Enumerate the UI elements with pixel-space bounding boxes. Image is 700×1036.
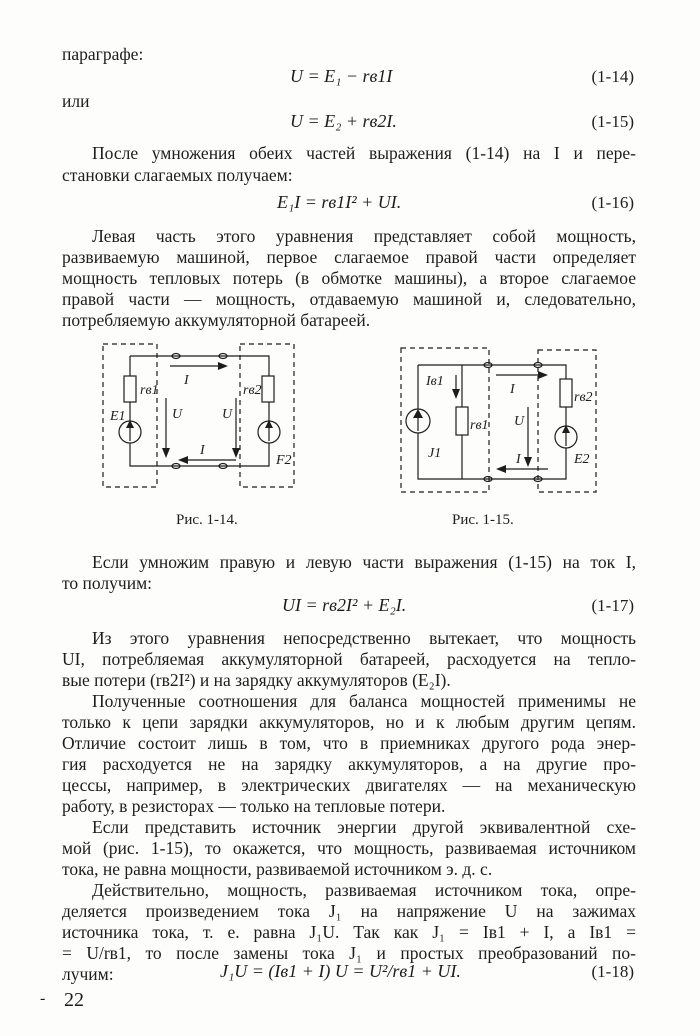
label-rv2: rв2 [574, 390, 593, 405]
text-line: потребляемую аккумуляторной батареей. [62, 310, 371, 330]
label-j1: J1 [428, 446, 442, 461]
text-line: Полученные соотношения для баланса мощностей применимы не [92, 691, 636, 711]
text-line: правой части — мощность, отдаваемую машиной и, следовательно, [62, 289, 636, 309]
text-line: Действительно, мощность, развиваемая источником тока, опре- [92, 880, 636, 900]
circuit-figure-1-15 [398, 345, 602, 505]
text-line: Если представить источник энергии другой эквивалентной схе- [92, 817, 636, 837]
label-rv1: rв1 [140, 383, 159, 398]
circuit-figure-1-14 [100, 340, 300, 496]
text-line: мощность тепловых потерь (в обмотке машины), а второе слагаемое [62, 268, 636, 288]
text-line: Отличие состоит лишь в том, что в приемниках другого рода энер- [62, 733, 636, 753]
text-line: параграфе: [62, 44, 144, 64]
label-u: U [514, 414, 525, 429]
text-line: лучим: [62, 964, 114, 984]
figure-caption-1-14: Рис. 1-14. [176, 512, 238, 528]
text-line: то получим: [62, 573, 153, 593]
page-number: 22 [64, 989, 84, 1011]
text-line: цессы, например, в электрических двигателях — на механическую [62, 775, 636, 795]
label-i-top: I [184, 373, 189, 388]
margin-mark: - [40, 990, 46, 1007]
text-line: После умножения обеих частей выражения (1-14) на I и пере- [92, 143, 636, 163]
text-line: Левая часть этого уравнения представляет собой мощность, [92, 226, 636, 246]
text-line: тока, не равна мощности, развиваемой источником э. д. с. [62, 859, 493, 879]
label-i-top: I [510, 382, 515, 397]
label-rv2: rв2 [243, 383, 262, 398]
equation-number-1-17: (1-17) [591, 596, 634, 615]
equation-number-1-18: (1-18) [591, 962, 634, 981]
label-e1: E1 [110, 409, 126, 424]
text-line: развиваемую машиной, первое слагаемое правой части определяет [62, 247, 636, 267]
equation-1-14: U = E₁ − rв1I [290, 66, 393, 86]
text-line: только к цепи зарядки аккумуляторов, но и к любым другим цепям. [62, 712, 636, 732]
equation-1-18: J₁U = (Iв1 + I) U = U²/rв1 + UI. [220, 961, 461, 981]
figure-caption-1-15: Рис. 1-15. [452, 512, 514, 528]
label-i-bottom: I [516, 452, 521, 467]
label-u-right: U [222, 407, 233, 422]
label-rv1: rв1 [470, 418, 489, 433]
equation-1-17: UI = rв2I² + E₂I. [282, 595, 407, 615]
text-line: мой (рис. 1-15), то окажется, что мощность, развиваемая источником [62, 838, 636, 858]
text-line: Если умножим правую и левую части выражения (1-15) на ток I, [92, 552, 636, 572]
text-line: деляется произведением тока J₁ на напряжение U на зажимах [62, 901, 636, 921]
text-line: становки слагаемых получаем: [62, 165, 293, 185]
equation-number-1-14: (1-14) [591, 67, 634, 86]
text-line: гия расходуется не на зарядку аккумуляторов, а на другие про- [62, 754, 636, 774]
label-iv1: Iв1 [426, 374, 444, 389]
text-line: Из этого уравнения непосредственно вытекает, что мощность [92, 628, 636, 648]
equation-number-1-16: (1-16) [591, 193, 634, 212]
label-e2: E2 [574, 452, 590, 467]
label-i-bottom: I [200, 443, 205, 458]
equation-1-15: U = E₂ + rв2I. [290, 111, 397, 131]
text-line: = U/rв1, то после замены тока J₁ и простых преобразований по- [62, 943, 636, 963]
text-line: или [62, 91, 90, 111]
equation-number-1-15: (1-15) [591, 112, 634, 131]
text-line: UI, потребляемая аккумуляторной батареей, расходуется на тепло- [62, 649, 636, 669]
label-f2: F2 [276, 453, 292, 468]
text-line: вые потери (rв2I²) и на зарядку аккумуляторов (E₂I). [62, 670, 451, 690]
text-line: работу, в резисторах — только на тепловые потери. [62, 796, 446, 816]
text-line: источника тока, т. е. равна J₁U. Так как J₁ = Iв1 + I, а Iв1 = [62, 922, 636, 942]
label-u-left: U [172, 407, 183, 422]
equation-1-16: E₁I = rв1I² + UI. [277, 192, 402, 212]
